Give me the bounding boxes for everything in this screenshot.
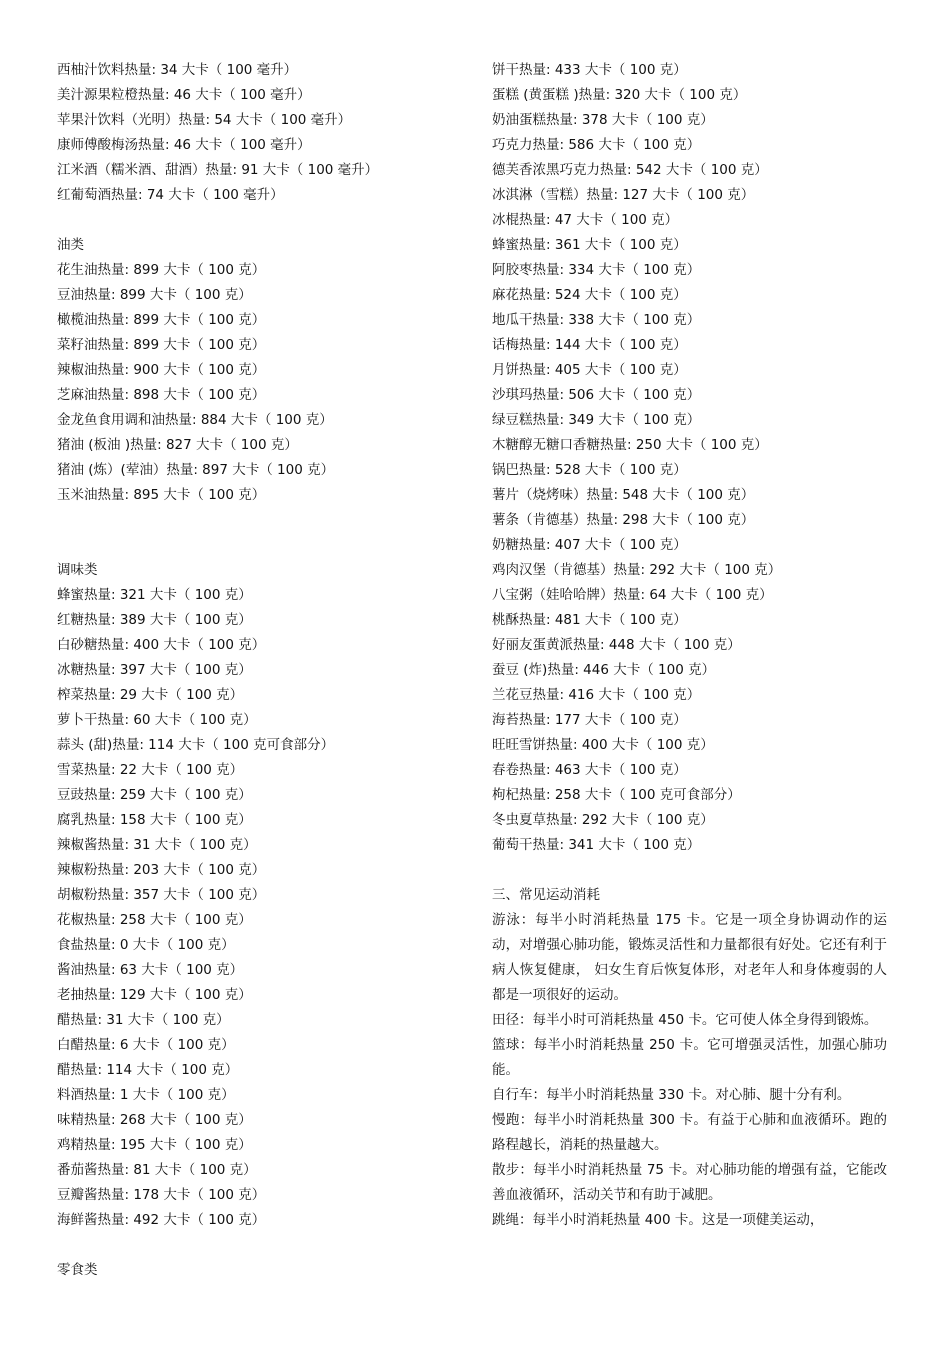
list-item: 冰淇淋（雪糕）热量: 127 大卡（ 100 克） <box>492 187 755 203</box>
list-item: 蛋糕 (黄蛋糕 )热量: 320 大卡（ 100 克） <box>492 87 747 103</box>
list-item: 江米酒（糯米酒、甜酒）热量: 91 大卡（ 100 毫升） <box>57 162 379 178</box>
list-item: 西柚汁饮料热量: 34 大卡（ 100 毫升） <box>57 62 298 78</box>
exercise-paragraph: 跳绳：每半小时消耗热量 400 卡。这是一项健美运动， <box>492 1212 824 1228</box>
list-item: 蜂蜜热量: 361 大卡（ 100 克） <box>492 237 687 253</box>
list-item: 红葡萄酒热量: 74 大卡（ 100 毫升） <box>57 187 284 203</box>
list-item: 月饼热量: 405 大卡（ 100 克） <box>492 362 687 378</box>
list-item: 味精热量: 268 大卡（ 100 克） <box>57 1112 252 1128</box>
list-item: 阿胶枣热量: 334 大卡（ 100 克） <box>492 262 701 278</box>
list-item: 好丽友蛋黄派热量: 448 大卡（ 100 克） <box>492 637 741 653</box>
list-item: 海鲜酱热量: 492 大卡（ 100 克） <box>57 1212 266 1228</box>
list-item: 食盐热量: 0 大卡（ 100 克） <box>57 937 235 953</box>
list-item: 胡椒粉热量: 357 大卡（ 100 克） <box>57 887 266 903</box>
list-item: 冬虫夏草热量: 292 大卡（ 100 克） <box>492 812 714 828</box>
list-item: 芝麻油热量: 898 大卡（ 100 克） <box>57 387 266 403</box>
list-item: 醋热量: 114 大卡（ 100 克） <box>57 1062 239 1078</box>
list-item: 猪油 (炼）(荤油）热量: 897 大卡（ 100 克） <box>57 462 335 478</box>
list-item: 辣椒酱热量: 31 大卡（ 100 克） <box>57 837 257 853</box>
list-item: 花椒热量: 258 大卡（ 100 克） <box>57 912 252 928</box>
exercise-paragraph: 田径：每半小时可消耗热量 450 卡。它可使人体全身得到锻炼。 <box>492 1012 878 1028</box>
list-item: 腐乳热量: 158 大卡（ 100 克） <box>57 812 252 828</box>
list-item: 八宝粥（娃哈哈牌）热量: 64 大卡（ 100 克） <box>492 587 773 603</box>
list-item: 蚕豆 (炸)热量: 446 大卡（ 100 克） <box>492 662 716 678</box>
list-item: 豆豉热量: 259 大卡（ 100 克） <box>57 787 252 803</box>
section-heading-snacks: 零食类 <box>57 1262 98 1278</box>
list-item: 酱油热量: 63 大卡（ 100 克） <box>57 962 244 978</box>
list-item: 旺旺雪饼热量: 400 大卡（ 100 克） <box>492 737 714 753</box>
list-item: 美汁源果粒橙热量: 46 大卡（ 100 毫升） <box>57 87 311 103</box>
list-item: 德芙香浓黑巧克力热量: 542 大卡（ 100 克） <box>492 162 768 178</box>
list-item: 麻花热量: 524 大卡（ 100 克） <box>492 287 687 303</box>
list-item: 榨菜热量: 29 大卡（ 100 克） <box>57 687 244 703</box>
list-item: 猪油 (板油 )热量: 827 大卡（ 100 克） <box>57 437 298 453</box>
list-item: 玉米油热量: 895 大卡（ 100 克） <box>57 487 266 503</box>
section-heading-oils: 油类 <box>57 237 84 253</box>
exercise-list <box>492 908 887 1233</box>
list-item: 金龙鱼食用调和油热量: 884 大卡（ 100 克） <box>57 412 333 428</box>
list-item: 薯片（烧烤味）热量: 548 大卡（ 100 克） <box>492 487 755 503</box>
list-item: 鸡肉汉堡（肯德基）热量: 292 大卡（ 100 克） <box>492 562 782 578</box>
list-item: 白砂糖热量: 400 大卡（ 100 克） <box>57 637 266 653</box>
list-item: 辣椒粉热量: 203 大卡（ 100 克） <box>57 862 266 878</box>
list-item: 辣椒油热量: 900 大卡（ 100 克） <box>57 362 266 378</box>
list-item: 豆油热量: 899 大卡（ 100 克） <box>57 287 252 303</box>
list-item: 萝卜干热量: 60 大卡（ 100 克） <box>57 712 257 728</box>
drinks-list <box>57 58 457 208</box>
list-item: 白醋热量: 6 大卡（ 100 克） <box>57 1037 235 1053</box>
list-item: 豆瓣酱热量: 178 大卡（ 100 克） <box>57 1187 266 1203</box>
list-item: 葡萄干热量: 341 大卡（ 100 克） <box>492 837 701 853</box>
list-item: 鸡精热量: 195 大卡（ 100 克） <box>57 1137 252 1153</box>
list-item: 海苔热量: 177 大卡（ 100 克） <box>492 712 687 728</box>
seasonings-list <box>57 583 457 1233</box>
list-item: 饼干热量: 433 大卡（ 100 克） <box>492 62 687 78</box>
list-item: 菜籽油热量: 899 大卡（ 100 克） <box>57 337 266 353</box>
list-item: 红糖热量: 389 大卡（ 100 克） <box>57 612 252 628</box>
right-column <box>492 58 887 1233</box>
list-item: 冰棍热量: 47 大卡（ 100 克） <box>492 212 679 228</box>
exercise-paragraph: 篮球：每半小时消耗热量 250 卡。它可增强灵活性，加强心肺功能。 <box>492 1037 887 1078</box>
exercise-paragraph: 游泳：每半小时消耗热量 175 卡。它是一项全身协调动作的运动，对增强心肺功能，锻炼灵活性和力量都很有好处。它还有利于病人恢复健康， 妇女生育后恢复体形，对老年人和身体瘦弱的人都是一项很好的运动。 <box>492 912 887 1003</box>
list-item: 奶糖热量: 407 大卡（ 100 克） <box>492 537 687 553</box>
exercise-paragraph: 慢跑：每半小时消耗热量 300 卡。有益于心肺和血液循环。跑的路程越长，消耗的热量越大。 <box>492 1112 887 1153</box>
spacer <box>57 508 457 533</box>
list-item: 地瓜干热量: 338 大卡（ 100 克） <box>492 312 701 328</box>
spacer <box>492 858 887 883</box>
list-item: 锅巴热量: 528 大卡（ 100 克） <box>492 462 687 478</box>
list-item: 雪菜热量: 22 大卡（ 100 克） <box>57 762 244 778</box>
list-item: 康师傅酸梅汤热量: 46 大卡（ 100 毫升） <box>57 137 311 153</box>
list-item: 枸杞热量: 258 大卡（ 100 克可食部分） <box>492 787 741 803</box>
left-column <box>57 58 457 1283</box>
list-item: 兰花豆热量: 416 大卡（ 100 克） <box>492 687 701 703</box>
list-item: 料酒热量: 1 大卡（ 100 克） <box>57 1087 235 1103</box>
spacer <box>57 208 457 233</box>
section-heading-exercise: 三、常见运动消耗 <box>492 887 600 903</box>
list-item: 春卷热量: 463 大卡（ 100 克） <box>492 762 687 778</box>
list-item: 橄榄油热量: 899 大卡（ 100 克） <box>57 312 266 328</box>
list-item: 老抽热量: 129 大卡（ 100 克） <box>57 987 252 1003</box>
spacer <box>57 1233 457 1258</box>
exercise-paragraph: 自行车：每半小时消耗热量 330 卡。对心肺、腿十分有利。 <box>492 1087 851 1103</box>
list-item: 话梅热量: 144 大卡（ 100 克） <box>492 337 687 353</box>
snacks-list <box>492 58 887 858</box>
list-item: 苹果汁饮料（光明）热量: 54 大卡（ 100 毫升） <box>57 112 352 128</box>
list-item: 花生油热量: 899 大卡（ 100 克） <box>57 262 266 278</box>
list-item: 巧克力热量: 586 大卡（ 100 克） <box>492 137 701 153</box>
list-item: 番茄酱热量: 81 大卡（ 100 克） <box>57 1162 257 1178</box>
list-item: 冰糖热量: 397 大卡（ 100 克） <box>57 662 252 678</box>
list-item: 蜂蜜热量: 321 大卡（ 100 克） <box>57 587 252 603</box>
list-item: 沙琪玛热量: 506 大卡（ 100 克） <box>492 387 701 403</box>
section-heading-seasonings: 调味类 <box>57 562 98 578</box>
list-item: 绿豆糕热量: 349 大卡（ 100 克） <box>492 412 701 428</box>
oils-list <box>57 258 457 508</box>
list-item: 桃酥热量: 481 大卡（ 100 克） <box>492 612 687 628</box>
list-item: 木糖醇无糖口香糖热量: 250 大卡（ 100 克） <box>492 437 768 453</box>
list-item: 薯条（肯德基）热量: 298 大卡（ 100 克） <box>492 512 755 528</box>
list-item: 蒜头 (甜)热量: 114 大卡（ 100 克可食部分） <box>57 737 335 753</box>
exercise-paragraph: 散步：每半小时消耗热量 75 卡。对心肺功能的增强有益，它能改善血液循环，活动关节和有助于减肥。 <box>492 1162 887 1203</box>
list-item: 奶油蛋糕热量: 378 大卡（ 100 克） <box>492 112 714 128</box>
spacer <box>57 533 457 558</box>
list-item: 醋热量: 31 大卡（ 100 克） <box>57 1012 230 1028</box>
